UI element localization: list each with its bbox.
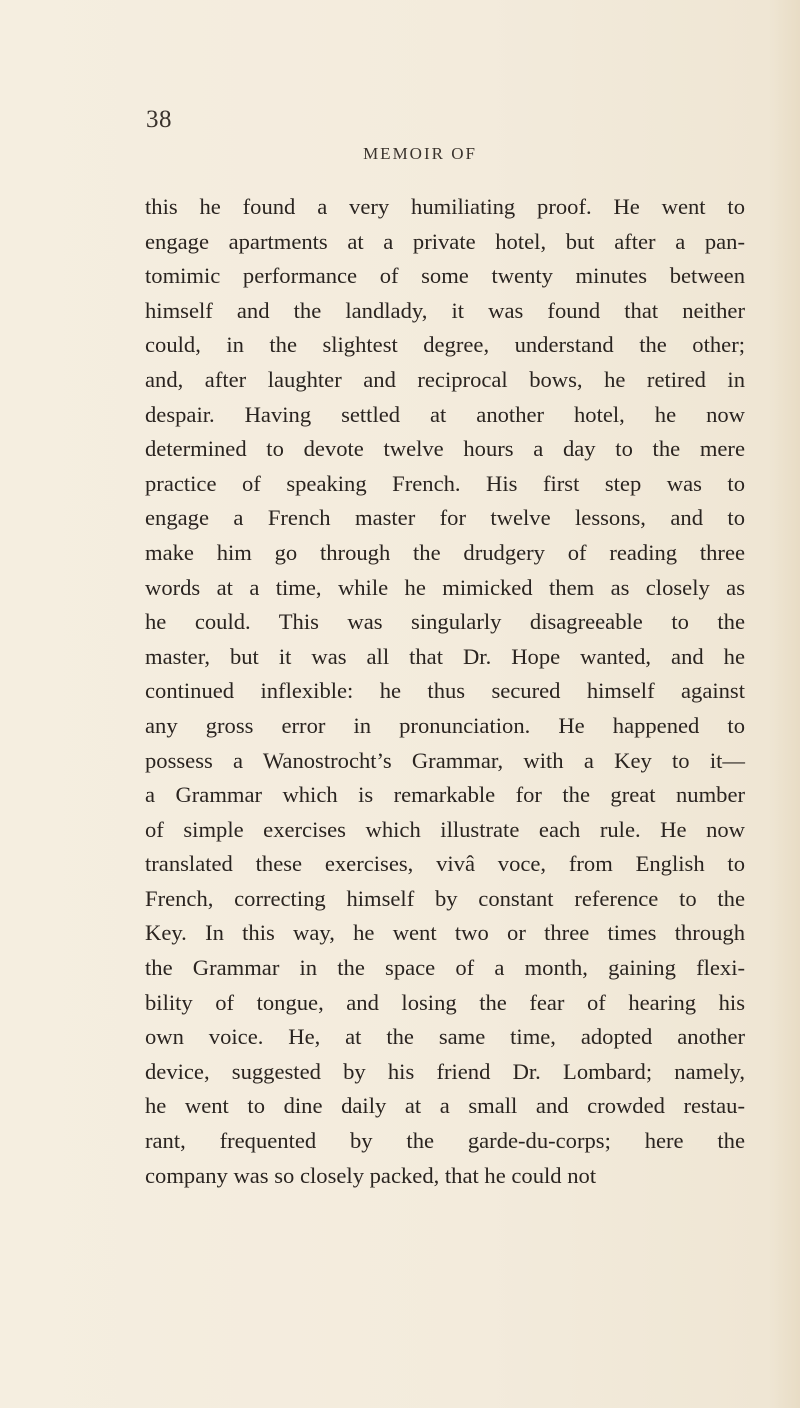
text-line: determined to devote twelve hours a day to the mere (145, 436, 745, 462)
page-number: 38 (146, 106, 172, 133)
text-line: could, in the slightest degree, understand the other; (145, 332, 745, 358)
text-line: despair. Having settled at another hotel, he now (145, 401, 745, 427)
text-line: continued inflexible: he thus secured himself against (145, 678, 745, 704)
text-line: master, but it was all that Dr. Hope wanted, and he (145, 643, 745, 669)
text-line: any gross error in pronunciation. He happened to (145, 712, 745, 738)
text-line: words at a time, while he mimicked them as closely as (145, 574, 745, 600)
body-text (145, 190, 745, 1193)
text-line: this he found a very humiliating proof. He went to (145, 194, 745, 219)
text-line: company was so closely packed, that he could not (145, 1162, 597, 1188)
text-line: practice of speaking French. His first step was to (145, 470, 745, 496)
text-line: translated these exercises, vivâ voce, from English to (145, 851, 745, 877)
text-line: make him go through the drudgery of reading three (145, 539, 745, 565)
text-line: himself and the landlady, it was found that neither (145, 297, 745, 323)
text-line: he went to dine daily at a small and crowded restau- (145, 1093, 745, 1119)
text-line: the Grammar in the space of a month, gaining flexi- (145, 955, 745, 981)
text-line: a Grammar which is remarkable for the great number (145, 782, 745, 808)
text-line: of simple exercises which illustrate each rule. He now (145, 816, 745, 842)
text-line: engage apartments at a private hotel, but after a pan- (145, 228, 745, 254)
text-line: own voice. He, at the same time, adopted another (145, 1024, 745, 1050)
text-line: Key. In this way, he went two or three times through (145, 920, 745, 946)
text-line: and, after laughter and reciprocal bows, he retired in (145, 366, 745, 392)
text-line: French, correcting himself by constant reference to the (145, 885, 745, 911)
text-line: bility of tongue, and losing the fear of hearing his (145, 989, 745, 1015)
text-line: possess a Wanostrocht’s Grammar, with a Key to it— (145, 747, 745, 773)
text-line: he could. This was singularly disagreeable to the (145, 609, 745, 635)
text-line: engage a French master for twelve lessons, and to (145, 505, 745, 531)
text-line: tomimic performance of some twenty minutes between (145, 263, 745, 289)
text-line: device, suggested by his friend Dr. Lombard; namely, (145, 1058, 745, 1084)
text-line: rant, frequented by the garde-du-corps; here the (145, 1128, 745, 1154)
running-head: MEMOIR OF (363, 144, 477, 163)
